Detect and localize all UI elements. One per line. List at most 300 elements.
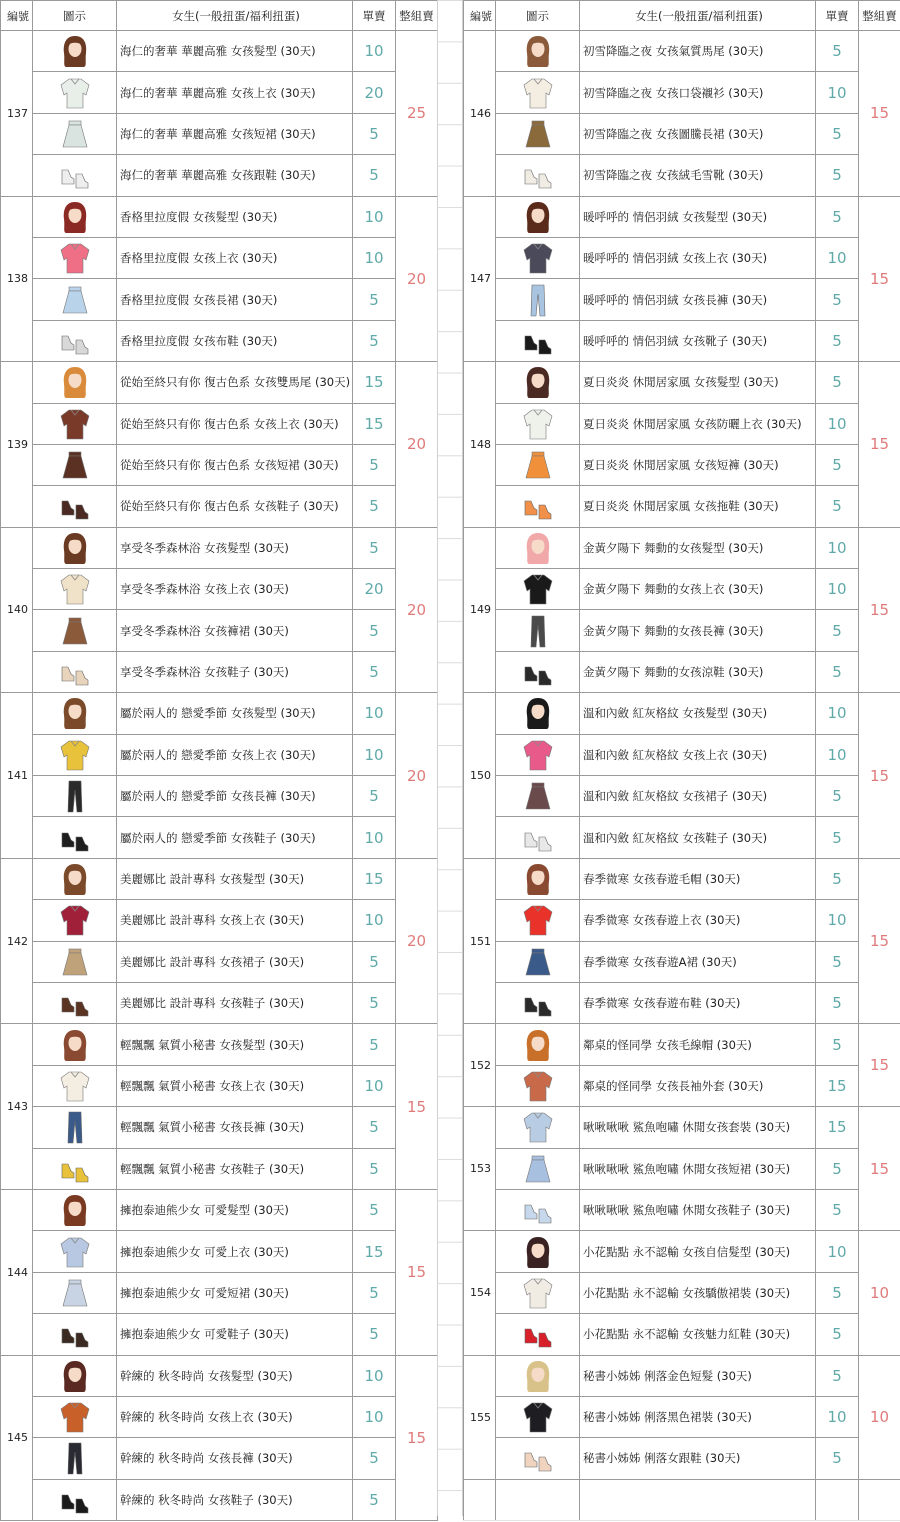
empty-cell [816, 1479, 859, 1520]
item-image-cell [33, 569, 117, 610]
item-price: 5 [353, 444, 396, 485]
item-image-cell [496, 610, 580, 651]
item-skirt-icon [57, 282, 93, 318]
item-name: 小花點點 永不認輸 女孩魅力紅鞋 (30天) [580, 1314, 816, 1355]
set-number: 140 [1, 527, 33, 693]
item-name: 秘書小姊姊 俐落金色短髮 (30天) [580, 1355, 816, 1396]
table-row [464, 1024, 900, 1065]
item-image-cell [496, 1148, 580, 1189]
item-price: 15 [816, 1065, 859, 1106]
item-hair-icon [57, 861, 93, 897]
item-top-icon [520, 1068, 556, 1104]
table-row [464, 279, 900, 320]
item-name: 美麗娜比 設計專科 女孩髮型 (30天) [117, 858, 353, 899]
item-name: 享受冬季森林浴 女孩髮型 (30天) [117, 527, 353, 568]
item-price: 5 [353, 1438, 396, 1479]
item-image-cell [33, 1438, 117, 1479]
set-number: 155 [464, 1355, 496, 1479]
item-price: 15 [353, 858, 396, 899]
item-top-icon [57, 737, 93, 773]
set-price: 15 [859, 362, 900, 528]
item-image-cell [496, 362, 580, 403]
item-price: 5 [816, 982, 859, 1023]
table-row [1, 279, 438, 320]
set-number: 150 [464, 693, 496, 859]
item-name: 屬於兩人的 戀愛季節 女孩長褲 (30天) [117, 776, 353, 817]
set-price: 20 [396, 693, 438, 859]
item-shoes-icon [520, 820, 556, 856]
header-image: 圖示 [496, 1, 580, 31]
item-image-cell [496, 982, 580, 1023]
table-row [464, 900, 900, 941]
item-hair-icon [520, 861, 556, 897]
item-image-cell [496, 1314, 580, 1355]
table-row [1, 1272, 438, 1313]
item-image-cell [33, 196, 117, 237]
item-top-icon [520, 737, 556, 773]
item-image-cell [33, 610, 117, 651]
item-image-cell [496, 444, 580, 485]
item-image-cell [496, 651, 580, 692]
set-price: 15 [859, 693, 900, 859]
item-price: 5 [816, 362, 859, 403]
item-price: 5 [816, 486, 859, 527]
table-row [1, 941, 438, 982]
item-image-cell [33, 72, 117, 113]
item-name: 享受冬季森林浴 女孩鞋子 (30天) [117, 651, 353, 692]
item-hair-icon [57, 695, 93, 731]
item-price: 15 [816, 1107, 859, 1148]
item-name: 金黃夕陽下 舞動的女孩長褲 (30天) [580, 610, 816, 651]
set-price: 20 [396, 527, 438, 693]
item-image-cell [33, 817, 117, 858]
item-pants-icon [57, 778, 93, 814]
table-row [1, 734, 438, 775]
item-image-cell [496, 776, 580, 817]
item-name: 鄰桌的怪同學 女孩毛線帽 (30天) [580, 1024, 816, 1065]
item-skirt-icon [520, 778, 556, 814]
item-name: 從始至終只有你 復古色系 女孩上衣 (30天) [117, 403, 353, 444]
item-name: 暖呼呼的 情侶羽絨 女孩長褲 (30天) [580, 279, 816, 320]
item-image-cell [496, 1438, 580, 1479]
item-price: 5 [816, 279, 859, 320]
item-shoes-icon [57, 820, 93, 856]
item-name: 夏日炎炎 休閒居家風 女孩短褲 (30天) [580, 444, 816, 485]
item-image-cell [496, 113, 580, 154]
item-hair-icon [520, 199, 556, 235]
set-number: 147 [464, 196, 496, 362]
table-row [464, 155, 900, 196]
item-price: 5 [353, 527, 396, 568]
item-shoes-icon [57, 157, 93, 193]
left-table [0, 0, 437, 1521]
item-skirt-icon [520, 447, 556, 483]
set-price: 15 [859, 527, 900, 693]
item-name: 海仁的奢華 華麗高雅 女孩上衣 (30天) [117, 72, 353, 113]
table-row [1, 569, 438, 610]
item-name: 秘書小姊姊 俐落女跟鞋 (30天) [580, 1438, 816, 1479]
item-name: 擁抱泰迪熊少女 可愛上衣 (30天) [117, 1231, 353, 1272]
item-hair-icon [520, 695, 556, 731]
set-number: 148 [464, 362, 496, 528]
item-image-cell [496, 237, 580, 278]
table-row [1, 403, 438, 444]
item-name: 屬於兩人的 戀愛季節 女孩髮型 (30天) [117, 693, 353, 734]
item-price: 5 [816, 1314, 859, 1355]
header-row [1, 1, 438, 31]
item-price: 10 [353, 817, 396, 858]
item-price: 5 [816, 31, 859, 72]
set-number: 149 [464, 527, 496, 693]
item-image-cell [496, 1024, 580, 1065]
item-pants-icon [520, 282, 556, 318]
table-row [464, 982, 900, 1023]
set-number: 151 [464, 858, 496, 1024]
table-row [464, 1148, 900, 1189]
item-name: 從始至終只有你 復古色系 女孩短裙 (30天) [117, 444, 353, 485]
item-top-icon [520, 1399, 556, 1435]
item-hair-icon [520, 1358, 556, 1394]
item-image-cell [496, 1107, 580, 1148]
item-image-cell [33, 1479, 117, 1520]
item-skirt-icon [520, 1151, 556, 1187]
table-row [1, 817, 438, 858]
set-number: 152 [464, 1024, 496, 1107]
table-row [1, 610, 438, 651]
item-name: 金黃夕陽下 舞動的女孩髮型 (30天) [580, 527, 816, 568]
table-row [464, 320, 900, 361]
set-number: 153 [464, 1107, 496, 1231]
item-image-cell [496, 734, 580, 775]
item-image-cell [33, 31, 117, 72]
item-hair-icon [57, 1027, 93, 1063]
item-name: 春季微寒 女孩春遊布鞋 (30天) [580, 982, 816, 1023]
set-price: 25 [396, 31, 438, 197]
item-name: 享受冬季森林浴 女孩褲裙 (30天) [117, 610, 353, 651]
item-shoes-icon [520, 1316, 556, 1352]
item-image-cell [33, 362, 117, 403]
table-row [464, 776, 900, 817]
set-number: 138 [1, 196, 33, 362]
item-price: 10 [816, 1396, 859, 1437]
item-name: 溫和內斂 紅灰格紋 女孩鞋子 (30天) [580, 817, 816, 858]
item-price: 5 [816, 817, 859, 858]
item-image-cell [33, 237, 117, 278]
item-name: 海仁的奢華 華麗高雅 女孩短裙 (30天) [117, 113, 353, 154]
table-row [1, 320, 438, 361]
item-name: 初雪降臨之夜 女孩絨毛雪靴 (30天) [580, 155, 816, 196]
item-hair-icon [57, 364, 93, 400]
item-top-icon [57, 75, 93, 111]
table-row [1, 1438, 438, 1479]
table-row [464, 196, 900, 237]
item-name: 溫和內斂 紅灰格紋 女孩髮型 (30天) [580, 693, 816, 734]
set-number: 143 [1, 1024, 33, 1190]
item-price: 5 [816, 858, 859, 899]
item-shoes-icon [57, 985, 93, 1021]
set-price: 15 [859, 31, 900, 197]
item-image-cell [33, 734, 117, 775]
item-image-cell [496, 196, 580, 237]
table-row [1, 527, 438, 568]
table-row [464, 941, 900, 982]
table-row [464, 1107, 900, 1148]
item-image-cell [496, 1231, 580, 1272]
table-row [1, 1355, 438, 1396]
item-image-cell [496, 279, 580, 320]
item-price: 5 [816, 320, 859, 361]
set-price: 15 [396, 1189, 438, 1355]
item-hair-icon [57, 33, 93, 69]
item-price: 10 [816, 1231, 859, 1272]
item-name: 春季微寒 女孩春遊上衣 (30天) [580, 900, 816, 941]
item-image-cell [496, 817, 580, 858]
catalog-table [463, 0, 900, 1521]
item-name: 幹練的 秋冬時尚 女孩鞋子 (30天) [117, 1479, 353, 1520]
table-row [464, 237, 900, 278]
item-name: 海仁的奢華 華麗高雅 女孩髮型 (30天) [117, 31, 353, 72]
item-price: 5 [353, 1314, 396, 1355]
item-price: 5 [353, 1107, 396, 1148]
item-price: 5 [353, 320, 396, 361]
table-row [464, 858, 900, 899]
table-row [464, 486, 900, 527]
table-row [464, 1396, 900, 1437]
item-image-cell [33, 527, 117, 568]
item-image-cell [33, 941, 117, 982]
item-name: 啾啾啾啾 鯊魚咆嘯 休閒女孩短裙 (30天) [580, 1148, 816, 1189]
empty-cell [464, 1479, 496, 1520]
item-top-icon [57, 571, 93, 607]
item-name: 香格里拉度假 女孩上衣 (30天) [117, 237, 353, 278]
table-row [464, 444, 900, 485]
table-row [464, 610, 900, 651]
set-number: 137 [1, 31, 33, 197]
item-image-cell [33, 486, 117, 527]
item-name: 幹練的 秋冬時尚 女孩上衣 (30天) [117, 1396, 353, 1437]
item-image-cell [496, 72, 580, 113]
item-image-cell [496, 900, 580, 941]
table-row [464, 734, 900, 775]
item-name: 小花點點 永不認輸 女孩驕傲裙裝 (30天) [580, 1272, 816, 1313]
item-price: 5 [816, 1148, 859, 1189]
item-price: 5 [353, 1189, 396, 1230]
item-image-cell [33, 900, 117, 941]
set-number: 141 [1, 693, 33, 859]
item-top-icon [520, 1275, 556, 1311]
table-row [1, 155, 438, 196]
set-price: 20 [396, 362, 438, 528]
table-row [1, 196, 438, 237]
item-skirt-icon [57, 447, 93, 483]
table-row [1, 1189, 438, 1230]
item-hair-icon [520, 33, 556, 69]
item-image-cell [33, 320, 117, 361]
item-price: 5 [353, 982, 396, 1023]
item-skirt-icon [520, 944, 556, 980]
item-name: 小花點點 永不認輸 女孩自信髮型 (30天) [580, 1231, 816, 1272]
item-image-cell [496, 693, 580, 734]
item-price: 10 [353, 1355, 396, 1396]
item-name: 啾啾啾啾 鯊魚咆嘯 休閒女孩套裝 (30天) [580, 1107, 816, 1148]
item-name: 香格里拉度假 女孩髮型 (30天) [117, 196, 353, 237]
table-row [464, 113, 900, 154]
item-image-cell [496, 403, 580, 444]
table-row [1, 1231, 438, 1272]
item-price: 10 [353, 900, 396, 941]
item-top-icon [520, 240, 556, 276]
item-name: 屬於兩人的 戀愛季節 女孩上衣 (30天) [117, 734, 353, 775]
item-price: 5 [816, 444, 859, 485]
item-image-cell [496, 486, 580, 527]
item-shoes-icon [57, 654, 93, 690]
item-top-icon [520, 406, 556, 442]
table-row [1, 1479, 438, 1520]
item-price: 10 [816, 569, 859, 610]
item-hair-icon [520, 364, 556, 400]
item-name: 美麗娜比 設計專科 女孩裙子 (30天) [117, 941, 353, 982]
table-row [1, 1148, 438, 1189]
item-top-icon [520, 902, 556, 938]
item-price: 15 [353, 1231, 396, 1272]
set-number: 144 [1, 1189, 33, 1355]
item-skirt-icon [57, 1275, 93, 1311]
item-price: 5 [816, 155, 859, 196]
item-shoes-icon [57, 488, 93, 524]
item-shoes-icon [520, 1192, 556, 1228]
table-row [464, 651, 900, 692]
item-price: 5 [353, 1272, 396, 1313]
item-price: 10 [353, 31, 396, 72]
table-row [464, 362, 900, 403]
item-name: 香格里拉度假 女孩布鞋 (30天) [117, 320, 353, 361]
item-price: 20 [353, 72, 396, 113]
item-price: 5 [816, 941, 859, 982]
set-price: 20 [396, 858, 438, 1024]
item-hair-icon [57, 199, 93, 235]
item-name: 溫和內斂 紅灰格紋 女孩上衣 (30天) [580, 734, 816, 775]
item-image-cell [33, 444, 117, 485]
item-price: 5 [353, 155, 396, 196]
table-row [464, 31, 900, 72]
item-name: 擁抱泰迪熊少女 可愛短裙 (30天) [117, 1272, 353, 1313]
item-shoes-icon [520, 323, 556, 359]
set-price: 15 [859, 858, 900, 1024]
item-top-icon [520, 1109, 556, 1145]
table-row [464, 1314, 900, 1355]
item-price: 10 [353, 1396, 396, 1437]
item-price: 10 [816, 527, 859, 568]
item-image-cell [33, 1396, 117, 1437]
item-price: 5 [353, 941, 396, 982]
item-shoes-icon [520, 985, 556, 1021]
header-set: 整組賣 [859, 1, 900, 31]
table-row [1, 651, 438, 692]
right-table [463, 0, 900, 1521]
item-price: 5 [353, 113, 396, 154]
table-row [1, 1024, 438, 1065]
item-top-icon [57, 902, 93, 938]
item-name: 暖呼呼的 情侶羽絨 女孩靴子 (30天) [580, 320, 816, 361]
item-name: 秘書小姊姊 俐落黑色裙裝 (30天) [580, 1396, 816, 1437]
header-image: 圖示 [33, 1, 117, 31]
item-image-cell [33, 1355, 117, 1396]
table-row [1, 362, 438, 403]
item-image-cell [33, 1272, 117, 1313]
header-no: 編號 [464, 1, 496, 31]
table-row [1, 113, 438, 154]
header-name: 女生(一般扭蛋/福利扭蛋) [117, 1, 353, 31]
table-row [464, 693, 900, 734]
item-price: 10 [816, 403, 859, 444]
item-image-cell [33, 1148, 117, 1189]
item-name: 暖呼呼的 情侶羽絨 女孩髮型 (30天) [580, 196, 816, 237]
table-row [464, 1438, 900, 1479]
item-image-cell [33, 1314, 117, 1355]
table-row [1, 31, 438, 72]
item-price: 10 [816, 72, 859, 113]
set-price: 15 [396, 1355, 438, 1521]
table-row [464, 1272, 900, 1313]
item-name: 擁抱泰迪熊少女 可愛髮型 (30天) [117, 1189, 353, 1230]
item-shoes-icon [57, 1151, 93, 1187]
item-top-icon [57, 406, 93, 442]
item-top-icon [57, 1068, 93, 1104]
item-image-cell [33, 1065, 117, 1106]
item-hair-icon [520, 530, 556, 566]
item-price: 5 [816, 1189, 859, 1230]
item-image-cell [33, 693, 117, 734]
set-number: 146 [464, 31, 496, 197]
item-price: 5 [816, 113, 859, 154]
item-image-cell [496, 155, 580, 196]
table-row [1, 982, 438, 1023]
item-price: 5 [816, 776, 859, 817]
item-name: 輕飄飄 氣質小秘書 女孩上衣 (30天) [117, 1065, 353, 1106]
item-price: 10 [816, 237, 859, 278]
item-image-cell [33, 858, 117, 899]
item-name: 初雪降臨之夜 女孩圖騰長裙 (30天) [580, 113, 816, 154]
item-image-cell [496, 941, 580, 982]
item-name: 幹練的 秋冬時尚 女孩髮型 (30天) [117, 1355, 353, 1396]
item-shoes-icon [57, 323, 93, 359]
item-image-cell [33, 403, 117, 444]
item-skirt-icon [520, 116, 556, 152]
item-shoes-icon [520, 488, 556, 524]
item-name: 夏日炎炎 休閒居家風 女孩防曬上衣 (30天) [580, 403, 816, 444]
item-price: 10 [353, 237, 396, 278]
table-row [464, 1065, 900, 1106]
empty-cell [580, 1479, 816, 1520]
set-price: 15 [859, 1024, 900, 1107]
header-no: 編號 [1, 1, 33, 31]
item-price: 10 [816, 693, 859, 734]
table-row [464, 1355, 900, 1396]
table-row [1, 1396, 438, 1437]
item-hair-icon [57, 1192, 93, 1228]
item-top-icon [57, 240, 93, 276]
item-skirt-icon [57, 944, 93, 980]
item-image-cell [496, 31, 580, 72]
item-price: 10 [353, 1065, 396, 1106]
item-image-cell [496, 1065, 580, 1106]
table-row [464, 817, 900, 858]
item-image-cell [33, 113, 117, 154]
item-price: 5 [816, 196, 859, 237]
set-number: 145 [1, 1355, 33, 1521]
item-name: 輕飄飄 氣質小秘書 女孩長褲 (30天) [117, 1107, 353, 1148]
table-row [1, 693, 438, 734]
